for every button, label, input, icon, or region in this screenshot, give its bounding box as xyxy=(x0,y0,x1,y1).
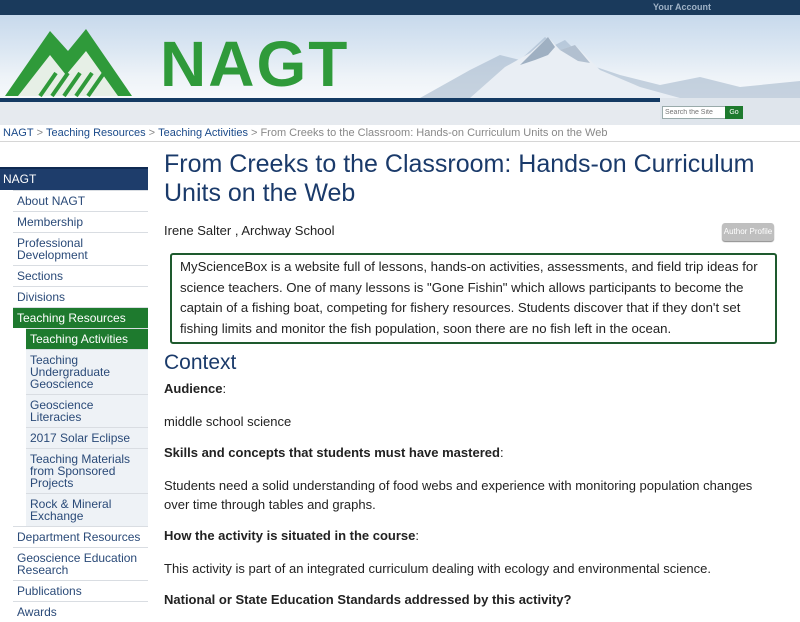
breadcrumb-teaching-activities[interactable]: Teaching Activities xyxy=(158,127,248,139)
situated-value: This activity is part of an integrated curriculum dealing with ecology and environmental science. xyxy=(164,561,711,576)
header-banner xyxy=(0,15,800,98)
skills-label: Skills and concepts that students must have mastered xyxy=(164,445,500,460)
sidebar-subitem-teaching-undergraduate-geoscience[interactable]: Teaching Undergraduate Geoscience xyxy=(26,349,148,394)
breadcrumb-separator: > xyxy=(251,127,258,139)
situated-label: How the activity is situated in the course xyxy=(164,528,416,543)
sidebar-item-department-resources[interactable]: Department Resources xyxy=(13,526,148,547)
standards-label: National or State Education Standards addressed by this activity? xyxy=(164,592,572,607)
breadcrumb-separator: > xyxy=(36,127,43,139)
main-content xyxy=(164,150,776,607)
breadcrumb xyxy=(3,127,607,139)
audience-value: middle school science xyxy=(164,414,292,429)
sidebar-item-divisions[interactable]: Divisions xyxy=(13,286,148,307)
sidebar-item-membership[interactable]: Membership xyxy=(13,211,148,232)
breadcrumb-teaching-resources[interactable]: Teaching Resources xyxy=(46,127,146,139)
page-title: From Creeks to the Classroom: Hands-on Curriculum Units on the Web xyxy=(164,150,755,207)
sidebar-subitem-sponsored-projects[interactable]: Teaching Materials from Sponsored Projects xyxy=(26,448,148,493)
sidebar-item-sections[interactable]: Sections xyxy=(13,265,148,286)
context-heading: Context xyxy=(164,351,237,374)
nav-stripe-gray xyxy=(0,102,660,125)
sidebar-item-professional-development[interactable]: Professional Development xyxy=(13,232,148,265)
site-search xyxy=(660,98,800,125)
sidebar-subitem-geoscience-literacies[interactable]: Geoscience Literacies xyxy=(26,394,148,427)
search-go-button[interactable]: Go xyxy=(725,106,743,119)
sidebar-subitem-rock-mineral-exchange[interactable]: Rock & Mineral Exchange xyxy=(26,493,148,526)
skills-colon: : xyxy=(499,445,504,460)
breadcrumb-separator: > xyxy=(148,127,156,139)
divider xyxy=(0,141,800,142)
situated-row xyxy=(164,526,774,545)
nagt-logo-icon xyxy=(0,15,160,98)
breadcrumb-nagt[interactable]: NAGT xyxy=(3,127,34,139)
top-bar xyxy=(0,0,800,15)
author-profile-button[interactable]: Author Profile xyxy=(722,223,774,241)
breadcrumb-current: From Creeks to the Classroom: Hands-on Curriculum Units on the Web xyxy=(260,127,608,139)
sidebar-subitem-teaching-activities[interactable]: Teaching Activities xyxy=(26,328,148,349)
summary-box: MyScienceBox is a website full of lessons, hands-on activities, assessments, and field trip ideas for science teachers. One of many lessons is "Gone Fishin" which allows participants to become the captain of a fishing boat, competing for fishery resources. Students discover that if they don't set fishing limits and monitor the fish population, soon there are no fish left in the ocean. xyxy=(170,253,777,344)
audience-label: Audience xyxy=(164,381,223,396)
audience-row xyxy=(164,379,774,398)
logo-wordmark[interactable]: NAGT xyxy=(160,28,350,98)
situated-colon: : xyxy=(415,528,420,543)
sidebar-item-publications[interactable]: Publications xyxy=(13,580,148,601)
sidebar-subitem-solar-eclipse[interactable]: 2017 Solar Eclipse xyxy=(26,427,148,448)
skills-row xyxy=(164,443,774,462)
sidebar-item-awards[interactable]: Awards xyxy=(13,601,148,622)
sidebar-item-about-nagt[interactable]: About NAGT xyxy=(13,190,148,211)
sidebar-header[interactable]: NAGT xyxy=(0,167,148,190)
author-line: Irene Salter , Archway School xyxy=(164,223,335,238)
audience-colon: : xyxy=(222,381,227,396)
sidebar-item-teaching-resources[interactable]: Teaching Resources xyxy=(13,307,148,328)
search-input[interactable] xyxy=(662,106,726,119)
your-account-link[interactable]: Your Account xyxy=(653,2,711,12)
sidebar-nav xyxy=(0,167,148,622)
sidebar-item-geoscience-education-research[interactable]: Geoscience Education Research xyxy=(13,547,148,580)
skills-value: Students need a solid understanding of food webs and experience with monitoring population changes over time through tables and graphs. xyxy=(164,478,753,512)
